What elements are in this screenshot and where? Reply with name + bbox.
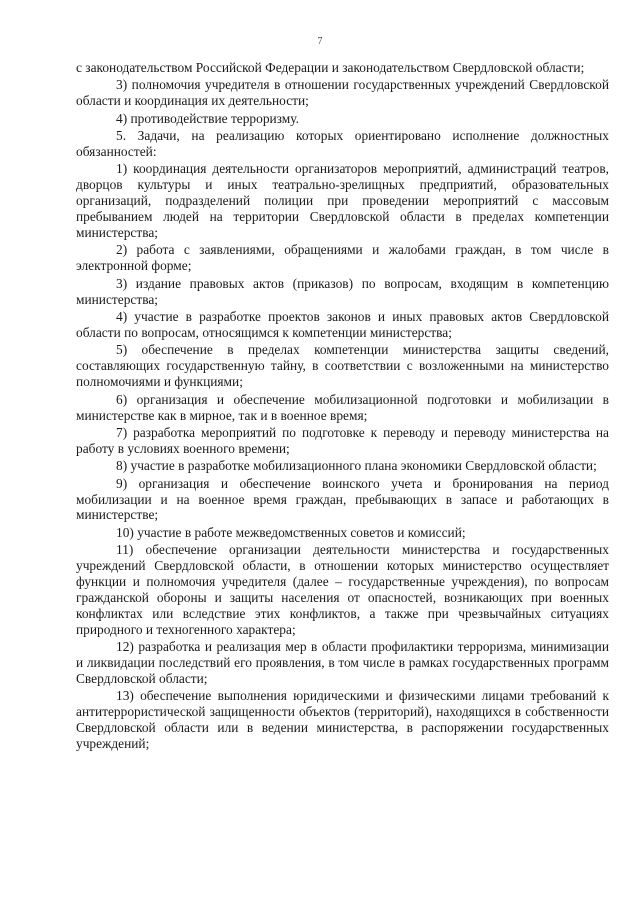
paragraph: 2) работа с заявлениями, обращениями и жалобами граждан, в том числе в электронной форме; xyxy=(76,242,609,274)
paragraph: 12) разработка и реализация мер в области профилактики терроризма, минимизации и ликвидации последствий его проявления, в том числе в рамках государственных программ Свердловской области; xyxy=(76,639,609,687)
page-number: 7 xyxy=(317,36,323,47)
paragraph: 5) обеспечение в пределах компетенции министерства защиты сведений, составляющих государственную тайну, в соответствии с возложенными на министерство полномочиями и функциями; xyxy=(76,342,609,390)
paragraph: 9) организация и обеспечение воинского учета и бронирования на период мобилизации и на военное время граждан, пребывающих в запасе и работающих в министерстве; xyxy=(76,475,609,523)
paragraph-section-heading: 5. Задачи, на реализацию которых ориентировано исполнение должностных обязанностей: xyxy=(76,128,609,160)
paragraph: 6) организация и обеспечение мобилизационной подготовки и мобилизации в министерстве как в мирное, так и в военное время; xyxy=(76,391,609,423)
paragraph: 3) издание правовых актов (приказов) по вопросам, входящим в компетенцию министерства; xyxy=(76,275,609,307)
paragraph: 3) полномочия учредителя в отношении государственных учреждений Свердловской области и координация их деятельности; xyxy=(76,77,609,109)
document-body xyxy=(76,60,609,754)
paragraph: 8) участие в разработке мобилизационного плана экономики Свердловской области; xyxy=(116,458,597,474)
paragraph: 4) противодействие терроризму. xyxy=(116,110,299,126)
paragraph: 4) участие в разработке проектов законов и иных правовых актов Свердловской области по вопросам, относящимся к компетенции министерства; xyxy=(76,309,609,340)
paragraph: 10) участие в работе межведомственных советов и комиссий; xyxy=(116,524,466,540)
paragraph: 11) обеспечение организации деятельности министерства и государственных учреждений Свердловской области, в отношении которых министерство осуществляет функции и полномочия учредителя (далее – государственные учреждения), по вопросам гражданской обороны и защиты населения от опасностей, возникающих при военных конфликтах или вследствие этих конфликтов, а также при чрезвычайных ситуациях природного и техногенного характера; xyxy=(76,542,609,637)
paragraph: 1) координация деятельности организаторов мероприятий, администраций театров, дворцов культуры и иных театрально-зрелищных предприятий, образовательных организаций, подразделений полиции при проведении мероприятий с массовым пребыванием людей на территории Свердловской области в пределах компетенции министерства; xyxy=(76,161,609,241)
paragraph: 7) разработка мероприятий по подготовке к переводу и переводу министерства на работу в условиях военного времени; xyxy=(76,424,609,456)
paragraph: 13) обеспечение выполнения юридическими и физическими лицами требований к антитеррористической защищенности объектов (территорий), находящихся в собственности Свердловской области или в ведении министерства, в распоряжении государственных учреждений; xyxy=(76,688,609,752)
paragraph-continuation: с законодательством Российской Федерации и законодательством Свердловской области; xyxy=(76,60,585,75)
